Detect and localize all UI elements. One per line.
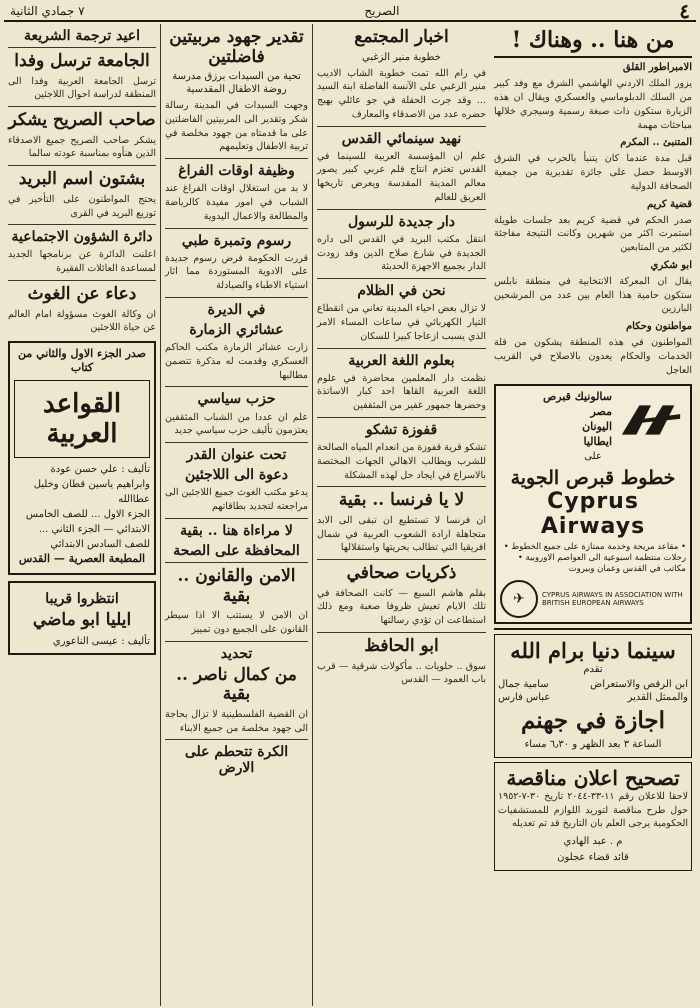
issue-date: ٧ جمادي الثانية xyxy=(10,4,85,18)
cinema-presents: تقدم xyxy=(583,663,603,675)
section-subhead: خطوبة منير الزغبي xyxy=(362,51,441,63)
section-headline: بعلوم اللغة العربية xyxy=(348,352,455,369)
article-text: ان فرنسا لا تستطيع ان تبقى الى الابد متجاهلة ارادة الشعوب العربية في شمال افريقيا التي تطالب بحريتها واستقلالها xyxy=(317,514,486,554)
tender-title: تصحيح اعلان مناقصة xyxy=(506,765,680,790)
section-headline: دعاء عن الغوث xyxy=(27,283,137,304)
section-headline: تقدير جهود مربيتين فاضلتين xyxy=(169,27,304,67)
article-text: يدعو مكتب الغوث جميع اللاجئين الى مراجعته لتجديد بطاقاتهم xyxy=(165,487,308,512)
route-label: اليونان xyxy=(582,419,612,433)
article-text: ان وكالة الغوث مسؤولة امام العالم عن حياة اللاجئين xyxy=(8,308,156,334)
section-headline: دائرة الشؤون الاجتماعية xyxy=(11,229,153,246)
section-headline: تحديد xyxy=(220,645,253,662)
article-text: في رام الله تمت خطوبة الشاب الاديب منير الزغبي على الآنسة الفاضلة ابنة السيد ... وقد جرت الحفلة في جو عائلي بهيج حضره عدد من الاصدقاء والمعارف xyxy=(317,67,486,120)
cyprus-airways-ad xyxy=(494,384,692,624)
book-ad xyxy=(8,341,156,575)
book-title: ايليا ابو ماضي xyxy=(32,610,132,631)
film-title: اجازة في جهنم xyxy=(520,706,666,734)
item-text: قبل مدة عندما كان يتنبأ بالحرب في الشرق الاوسط حصل على جائزة تقديرية من جمعية الصحافة الدولية xyxy=(494,153,692,192)
newspaper-page xyxy=(4,2,696,1006)
article-text: نظمت دار المعلمين محاضرة في علوم اللغة العربية القاها احد كبار الاساتذة وحضرها جمهور غفير من المثقفين xyxy=(317,372,486,412)
article-text: ترسل الجامعة العربية وفدا الى المنطقة لدراسة احوال اللاجئين xyxy=(8,75,156,101)
ad-on-label: على xyxy=(584,450,602,462)
route-label: ايطاليا xyxy=(583,434,612,448)
article-text: ان الامن لا يستتب الا اذا سيطر القانون على الجميع دون تمييز xyxy=(165,610,308,635)
tender-text: لاحقا للاعلان رقم ١١-٣٣-٢٠٤٤ تاريخ ٣٠-٧-١٩٥٢ حول طرح مناقصة لتوريد اللوازم للمستشفيات الحكومية يرجى العلم بان التاريخ قد تم تعديله xyxy=(498,790,688,830)
ad-footer-text: CYPRUS AIRWAYS IN ASSOCIATION WITH BRITISH EUROPEAN AIRWAYS xyxy=(542,590,683,607)
book-author: تأليف : عيسى الناعوري xyxy=(52,635,150,647)
section-headline: حزب سياسي xyxy=(197,391,276,408)
section-headline: رسوم وتمبرة طبي xyxy=(181,232,292,249)
cast-name: عباس فارس xyxy=(498,691,551,703)
section-headline: دعوة الى اللاجئين xyxy=(185,467,288,484)
item-text: المواطنون في هذه المنطقة يشكون من قلة الخدمات والحكام يعدون بالاصلاح في القريب العاجل xyxy=(494,337,692,376)
article-text: تشكو قرية قفوزة من انعدام المياه الصالحة للشرب ويطالب الاهالي الجهات المختصة بالاسراع في ايجاد حل لهذه المشكلة xyxy=(317,442,486,481)
route-list xyxy=(543,390,612,450)
item-title: مواطنون وحكام xyxy=(625,321,692,333)
airplane-illustration xyxy=(616,390,686,450)
section-headline: ابو الحافظ xyxy=(364,636,439,657)
section-headline: المحافظة على الصحة xyxy=(173,542,300,559)
article-text: لا بد من استغلال اوقات الفراغ عند الشباب في امور مفيدة كالرياضة والمطالعة والاعمال اليدوية xyxy=(165,183,308,222)
article-text: بقلم هاشم السبع — كانت الصحافة في تلك الايام تعيش ظروفا صعبة ومع ذلك استطاعت ان تؤدي رسالتها xyxy=(317,587,486,627)
cast-name: سامية جمال xyxy=(498,678,549,690)
article-text: وجهت السيدات في المدينة رسالة شكر وتقدير الى المربيتين الفاضلتين على ما قدمتاه من جهود مخلصة في تربية الاطفال وتعليمهم xyxy=(165,100,308,153)
article-text: اعلنت الدائرة عن برنامجها الجديد لمساعدة العائلات الفقيرة xyxy=(8,249,156,275)
page-number: ٤ xyxy=(679,0,690,23)
article-text: علم ان عددا من الشباب المثقفين يعتزمون تأليف حزب سياسي جديد xyxy=(165,411,308,437)
tender-signature-title: قائد قضاء عجلون xyxy=(557,852,629,864)
column-second xyxy=(312,24,490,1006)
cinema-name: سينما دنيا برام الله xyxy=(510,637,676,663)
section-headline: الامن والقانون .. بقية xyxy=(177,565,296,606)
ad-footer xyxy=(500,580,686,618)
tender-signature: م . عبد الهادي xyxy=(563,836,623,848)
section-headline: تحت عنوان القدر xyxy=(186,447,287,464)
section-headline: لا يا فرنسا .. بقية xyxy=(338,490,465,511)
section-headline: لا مراءاة هنا .. بقية xyxy=(180,522,293,539)
article-text: علم ان المؤسسة العربية للسينما في القدس تعتزم انتاج فلم عربي كبير يصور معالم المدينة المقدسة ويعرض تاريخها العريق للعالم xyxy=(317,150,486,203)
route-label: سالونيك قبرص xyxy=(542,389,612,403)
section-headline: في الديرة xyxy=(207,301,266,318)
section-headline: قفوزة تشكو xyxy=(365,421,438,438)
book-publisher: المطبعة العصرية — القدس xyxy=(18,551,146,565)
cast-label: ابن الرقص والاستعراض xyxy=(590,678,688,690)
cast-label: والممثل القدير xyxy=(627,691,688,703)
cast-row xyxy=(498,692,688,703)
book-announcement: صدر الجزء الاول والثاني من كتاب xyxy=(17,347,146,375)
cast-row xyxy=(498,679,688,690)
item-text: صدر الحكم في قضية كريم بعد جلسات طويلة استمرت اكثر من شهرين وكانت النتيجة مفاجئة لكثير من المتابعين xyxy=(494,214,692,254)
section-headline: نهيد سينمائي القدس xyxy=(341,130,462,147)
newspaper-name: الصريح xyxy=(364,4,400,18)
coming-soon: انتظروا قريبا xyxy=(45,590,119,607)
article-text: يحتج المواطنون على التأخير في توزيع البريد في القرى xyxy=(8,193,156,219)
airline-name-ar: خطوط قبرص الجوية xyxy=(510,466,676,489)
item-title: ابو شكري xyxy=(650,259,692,271)
item-title: قضية كريم xyxy=(646,198,692,210)
article-text: قررت الحكومة فرض رسوم جديدة على الادوية المستوردة مما اثار استياء الاطباء والصيادلة xyxy=(165,252,308,292)
item-text: يقال ان المعركة الانتخابية في منطقة نابلس ستكون حامية هذا العام بين عدد من المرشحين البارزين xyxy=(494,275,692,315)
section-headline: دار جديدة للرسول xyxy=(348,213,455,230)
section-headline: عشائري الزمارة xyxy=(189,322,284,339)
article-text: زارت عشائر الزمارة مكتب الحاكم العسكري وقدمت له مذكرة تتضمن مطالبها xyxy=(165,342,308,381)
section-headline: الجامعة ترسل وفدا xyxy=(14,51,150,72)
tender-notice xyxy=(494,762,692,871)
section-headline: ذكريات صحافي xyxy=(346,563,457,584)
column-headline: من هنا .. وهناك ! xyxy=(494,28,692,58)
airline-logo-icon: ✈ xyxy=(500,580,538,618)
airline-name-en: Cyprus Airways xyxy=(540,488,646,539)
cinema-ad xyxy=(494,634,692,758)
section-subhead: تحية من السيدات برزق مدرسة روضة الاطفال المقدسية xyxy=(172,71,301,96)
book-parts: الجزء الاول ... للصف الخامس الابتدائي — الجزء الثاني ... للصف السادس الابتدائي xyxy=(25,508,150,550)
book-title: القواعد العربية xyxy=(14,380,150,458)
article-text: يشكر صاحب الصريح جميع الاصدقاء الذين هنأوه بمناسبة عودته سالما xyxy=(8,134,156,160)
column-right xyxy=(490,24,696,1006)
section-headline: بشتون اسم البريد xyxy=(18,169,146,190)
ad-bullets: • مقاعد مريحة وخدمة ممتازة على جميع الخطوط • رحلات منتظمة اسبوعية الى العواصم الاوروبية • مكاتب في القدس وعمان وبيروت xyxy=(503,541,686,575)
column-third xyxy=(160,24,312,1006)
article-text: ان القضية الفلسطينية لا تزال بحاجة الى جهود مخلصة من جميع الابناء xyxy=(165,708,308,734)
item-title: المتنبئ .. المكرم xyxy=(620,137,692,149)
section-headline: وظيفة اوقات الفراغ xyxy=(178,163,295,180)
book-author: تأليف : علي حسن عودة وابراهيم ياسين قطان وخليل عطاالله xyxy=(33,463,150,505)
masthead-bar xyxy=(4,2,696,22)
section-headline: صاحب الصريح يشكر xyxy=(8,110,156,131)
section-headline: نحن في الظلام xyxy=(357,283,446,300)
section-headline: من كمال ناصر .. بقية xyxy=(176,664,297,705)
section-headline: الكرة تتحطم على الارض xyxy=(184,744,289,777)
route-label: مصر xyxy=(590,404,612,418)
showtimes: الساعة ٣ بعد الظهر و ٦٫٣٠ مساء xyxy=(524,738,662,750)
section-headline: اخبار المجتمع xyxy=(354,27,449,47)
article-text: لا تزال بعض احياء المدينة تعاني من انقطاع التيار الكهربائي في ساعات المساء الامر الذي يسبب ازعاجا كبيرا للسكان xyxy=(317,303,486,342)
article-text: سوق .. حلويات .. مأكولات شرقية — قرب باب العمود — القدس xyxy=(317,660,486,686)
book-ad-coming xyxy=(8,581,156,655)
section-headline: اعيد ترجمة الشريعة xyxy=(24,28,140,44)
column-left xyxy=(4,24,160,1006)
item-text: يزور الملك الاردني الهاشمي الشرق مع وفد كبير من السلك الدبلوماسي والعسكري ويقال ان هذه الزيارة ستكون ذات صبغة رسمية وسيجري خلالها مباحثات مهمة xyxy=(494,78,692,131)
item-title: الامبراطور القلق xyxy=(622,62,692,74)
article-text: انتقل مكتب البريد في القدس الى داره الجديدة في شارع صلاح الدين وقد زودت الدار بجميع الاجهزة الحديثة xyxy=(317,233,486,273)
